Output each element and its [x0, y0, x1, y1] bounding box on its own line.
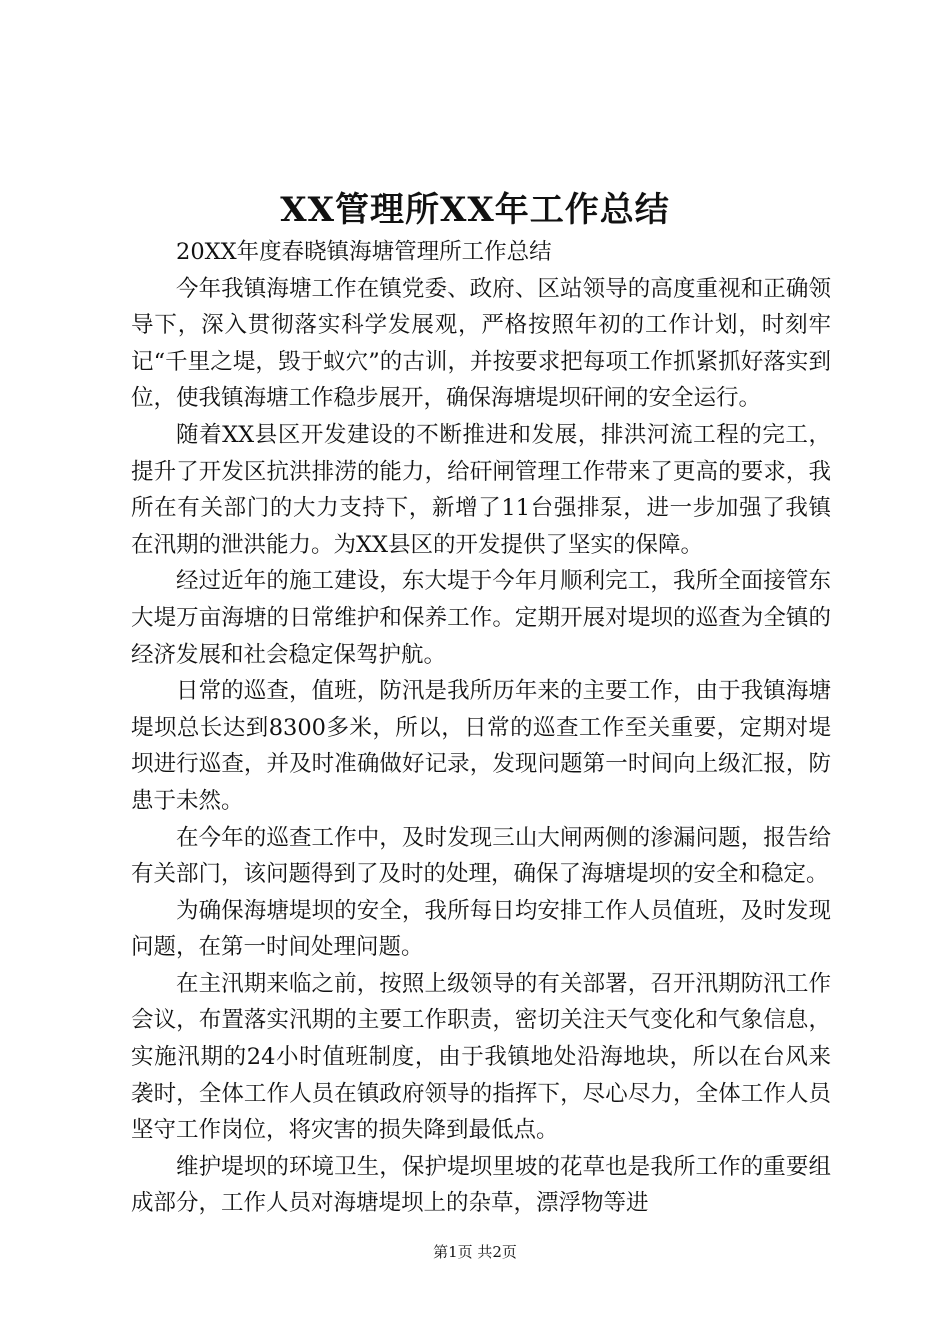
paragraph: 今年我镇海塘工作在镇党委、政府、区站领导的高度重视和正确领导下，深入贯彻落实科学发展观，严格按照年初的工作计划，时刻牢记“千里之堤，毁于蚁穴”的古训，并按要求把每项工作抓紧抓好落实到位，使我镇海塘工作稳步展开，确保海塘堤坝矸闸的安全运行。: [131, 275, 831, 412]
paragraph: 随着XX县区开发建设的不断推进和发展，排洪河流工程的完工，提升了开发区抗洪排涝的能力，给矸闸管理工作带来了更高的要求，我所在有关部门的大力支持下，新增了11台强排泵，进一步加强了我镇在汛期的泄洪能力。为XX县区的开发提供了坚实的保障。: [131, 421, 831, 558]
document-title: XX管理所XX年工作总结: [280, 190, 670, 230]
paragraph: 在今年的巡查工作中，及时发现三山大闸两侧的渗漏问题，报告给有关部门，该问题得到了及时的处理，确保了海塘堤坝的安全和稳定。: [131, 824, 831, 888]
paragraph: 经过近年的施工建设，东大堤于今年月顺利完工，我所全面接管东大堤万亩海塘的日常维护和保养工作。定期开展对堤坝的巡查为全镇的经济发展和社会稳定保驾护航。: [131, 568, 831, 668]
paragraph: 维护堤坝的环境卫生，保护堤坝里坡的花草也是我所工作的重要组成部分，工作人员对海塘堤坝上的杂草，漂浮物等进: [131, 1153, 831, 1217]
document-body: [131, 234, 831, 1222]
paragraph: 日常的巡查，值班，防汛是我所历年来的主要工作，由于我镇海塘堤坝总长达到8300多米，所以，日常的巡查工作至关重要，定期对堤坝进行巡查，并及时准确做好记录，发现问题第一时间向上级汇报，防患于未然。: [131, 678, 831, 814]
paragraph: 为确保海塘堤坝的安全，我所每日均安排工作人员值班，及时发现问题，在第一时间处理问题。: [131, 897, 831, 961]
page-number-footer: 第1页 共2页: [433, 1243, 517, 1261]
paragraph: 在主汛期来临之前，按照上级领导的有关部署，召开汛期防汛工作会议，布置落实汛期的主要工作职责，密切关注天气变化和气象信息，实施汛期的24小时值班制度，由于我镇地处沿海地块，所以在台风来袭时，全体工作人员在镇政府领导的指挥下，尽心尽力，全体工作人员坚守工作岗位，将灾害的损失降到最低点。: [131, 970, 831, 1144]
document-subtitle: 20XX年度春晓镇海塘管理所工作总结: [176, 239, 552, 265]
